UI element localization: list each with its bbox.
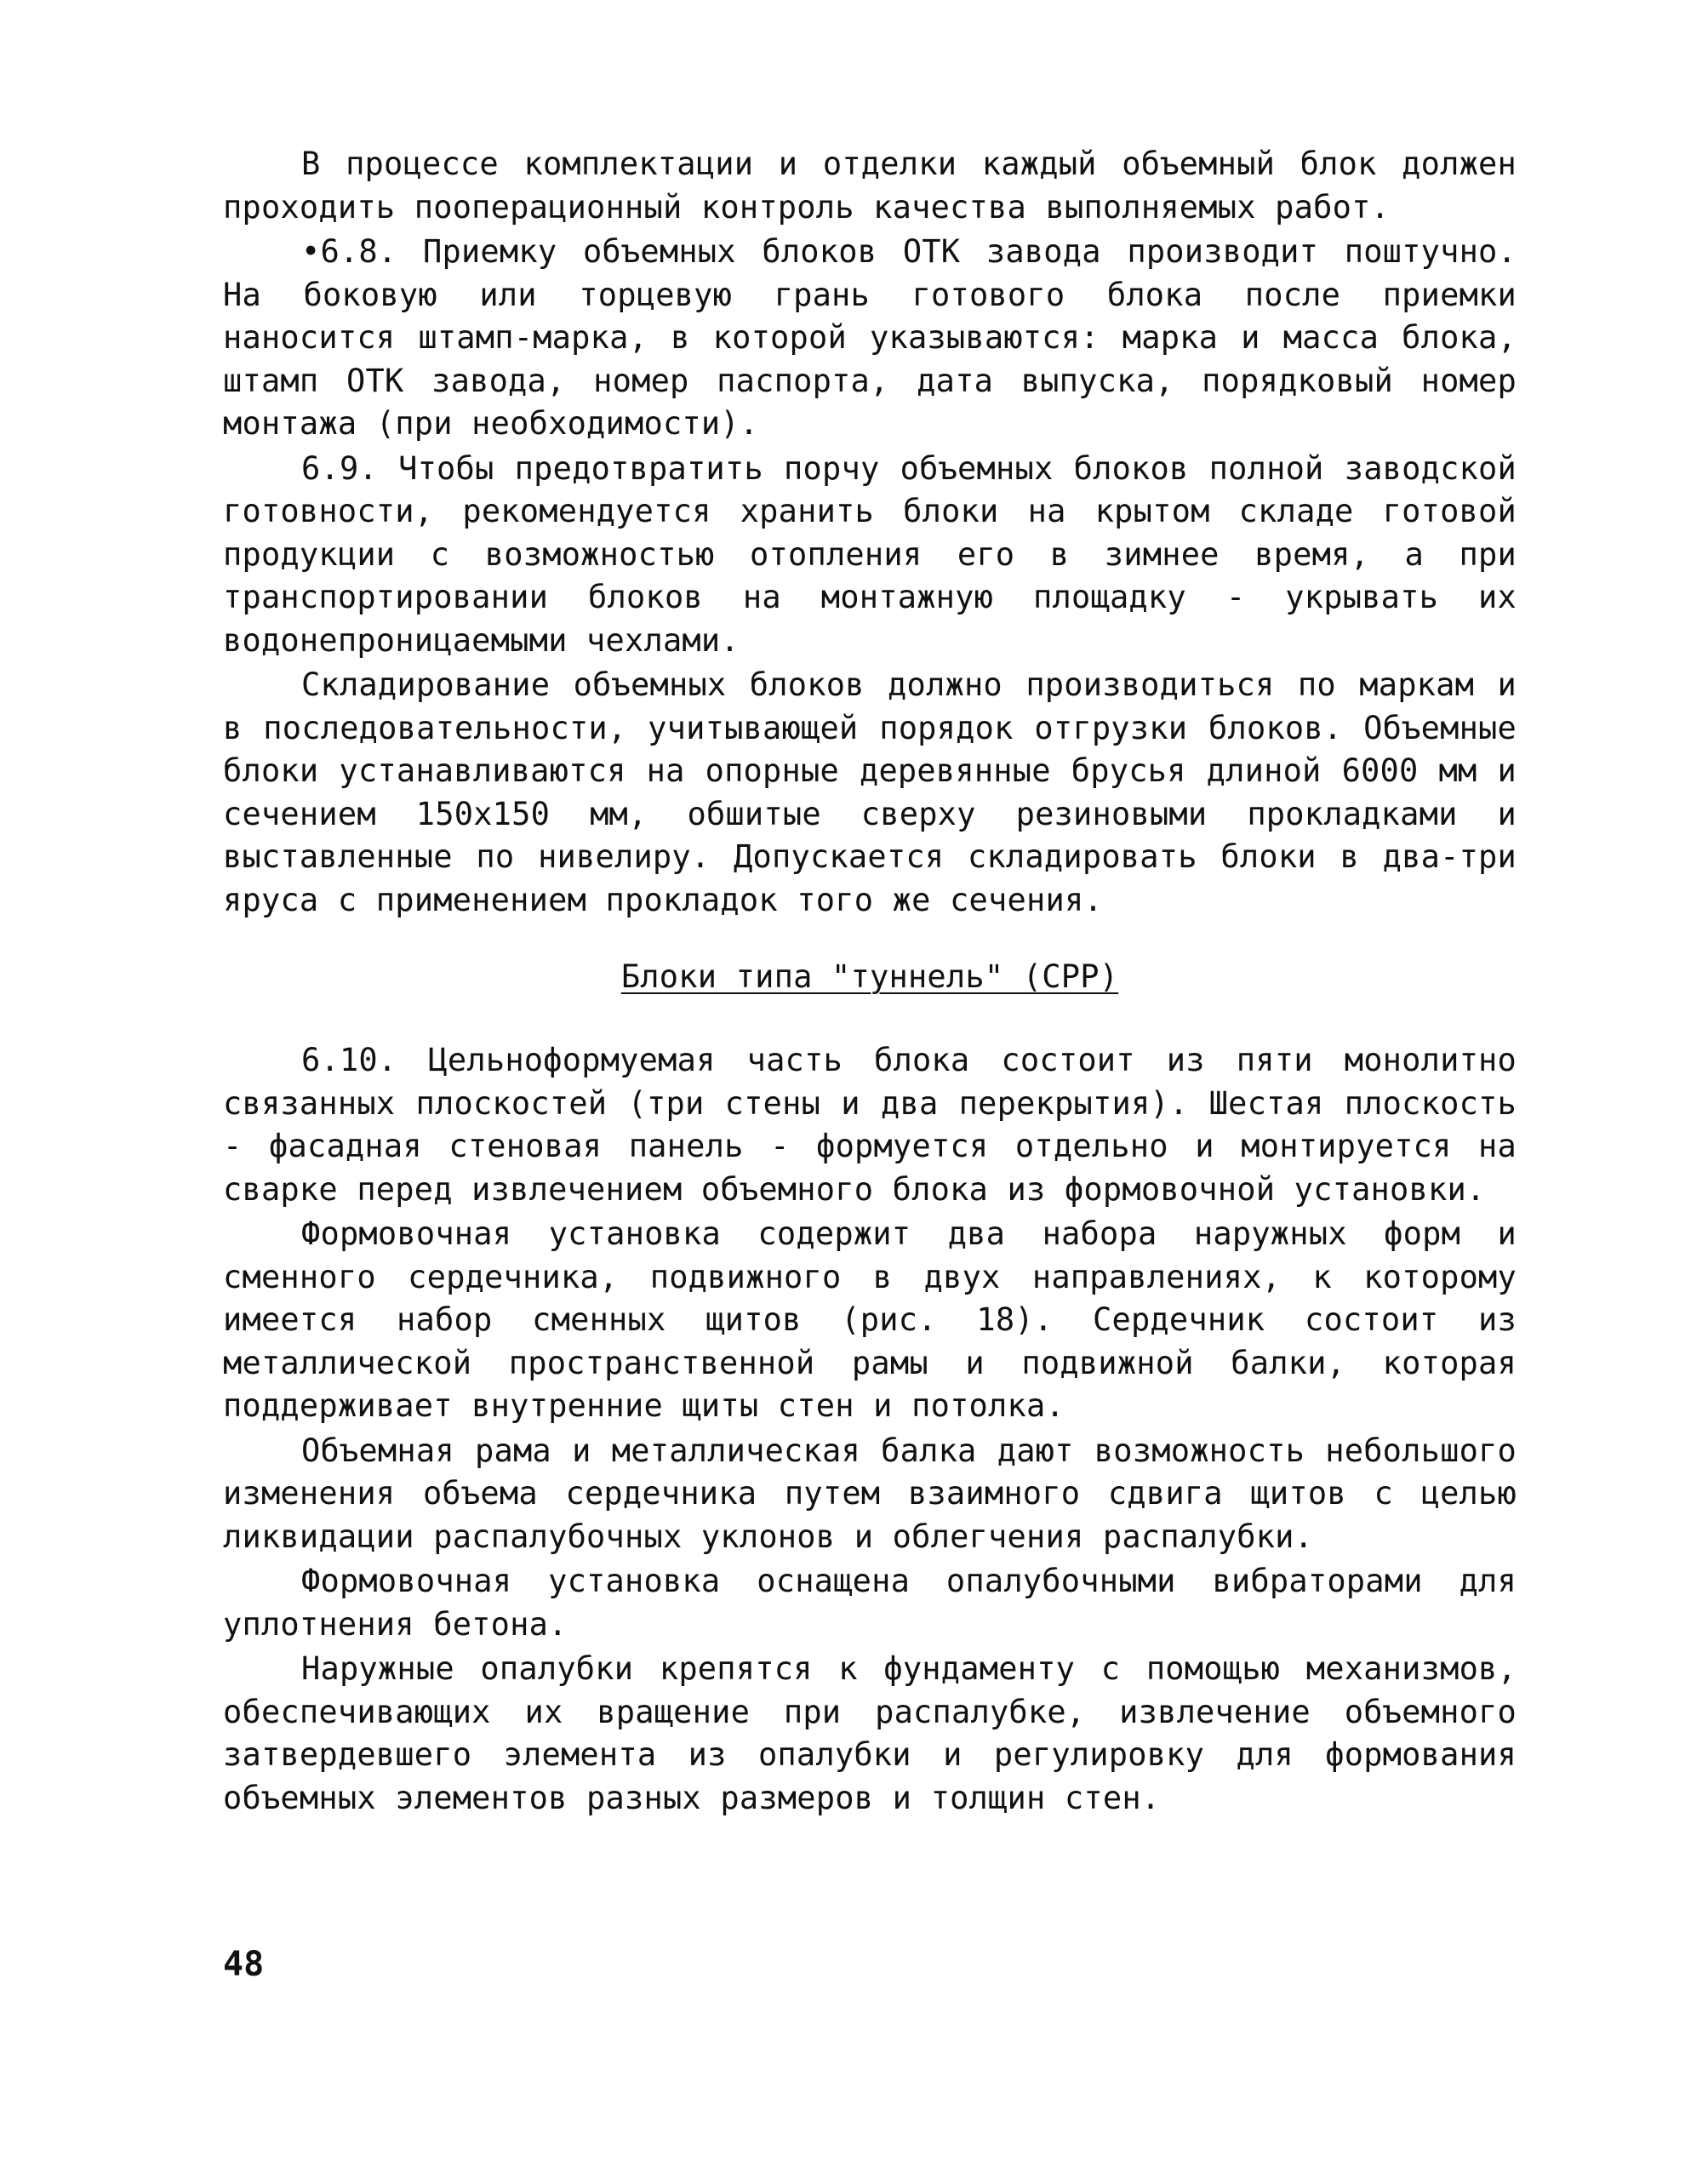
page-body (223, 143, 1517, 1821)
paragraph-assembly-control: В процессе комплектации и отделки каждый объемный блок должен проходить пооперационный контроль качества выполняемых работ. (223, 146, 1517, 226)
paragraph-storage: Складирование объемных блоков должно производиться по маркам и в последовательности, учитывающей порядок отгрузки блоков. Объемные блоки устанавливаются на опорные деревянные брусья длиной 6000 мм и сечением 150x150 мм, обшитые сверху резиновыми прокладками и выставленные по нивелиру. Допускается складировать блоки в два-три яруса с применением прокладок того же сечения. (223, 666, 1517, 918)
page-number: 48 (223, 1945, 265, 1984)
section-heading-text: Блоки типа "туннель" (СРР) (620, 958, 1119, 995)
paragraph-forming-unit: Формовочная установка содержит два набора наружных форм и сменного сердечника, подвижного в двух направлениях, к которому имеется набор сменных щитов (рис. 18). Сердечник состоит из металлической пространственной рамы и подвижной балки, которая поддерживает внутренние щиты стен и потолка. (223, 1215, 1517, 1424)
paragraph-frame-beam: Объемная рама и металлическая балка дают возможность небольшого изменения объема сердечника путем взаимного сдвига щитов с целью ликвидации распалубочных уклонов и облегчения распалубки. (223, 1432, 1517, 1555)
paragraph-6-8: •6.8. Приемку объемных блоков ОТК завода производит поштучно. На боковую или торцевую грань готового блока после приемки наносится штамп-марка, в которой указываются: марка и масса блока, штамп ОТК завода, номер паспорта, дата выпуска, порядковый номер монтажа (при необходимости). (223, 233, 1517, 442)
paragraph-vibrators: Формовочная установка оснащена опалубочными вибраторами для уплотнения бетона. (223, 1563, 1517, 1643)
paragraph-6-9: 6.9. Чтобы предотвратить порчу объемных блоков полной заводской готовности, рекомендуется хранить блоки на крытом складе готовой продукции с возможностью отопления его в зимнее время, а при транспортировании блоков на монтажную площадку - укрывать их водонепроницаемыми чехлами. (223, 449, 1517, 659)
section-heading (223, 956, 1517, 998)
paragraph-6-10: 6.10. Цельноформуемая часть блока состоит из пяти монолитно связанных плоскостей (три стены и два перекрытия). Шестая плоскость - фасадная стеновая панель - формуется отдельно и монтируется на сварке перед извлечением объемного блока из формовочной установки. (223, 1042, 1517, 1208)
paragraph-outer-forms: Наружные опалубки крепятся к фундаменту с помощью механизмов, обеспечивающих их вращение при распалубке, извлечение объемного затвердевшего элемента из опалубки и регулировку для формования объемных элементов разных размеров и толщин стен. (223, 1650, 1517, 1816)
